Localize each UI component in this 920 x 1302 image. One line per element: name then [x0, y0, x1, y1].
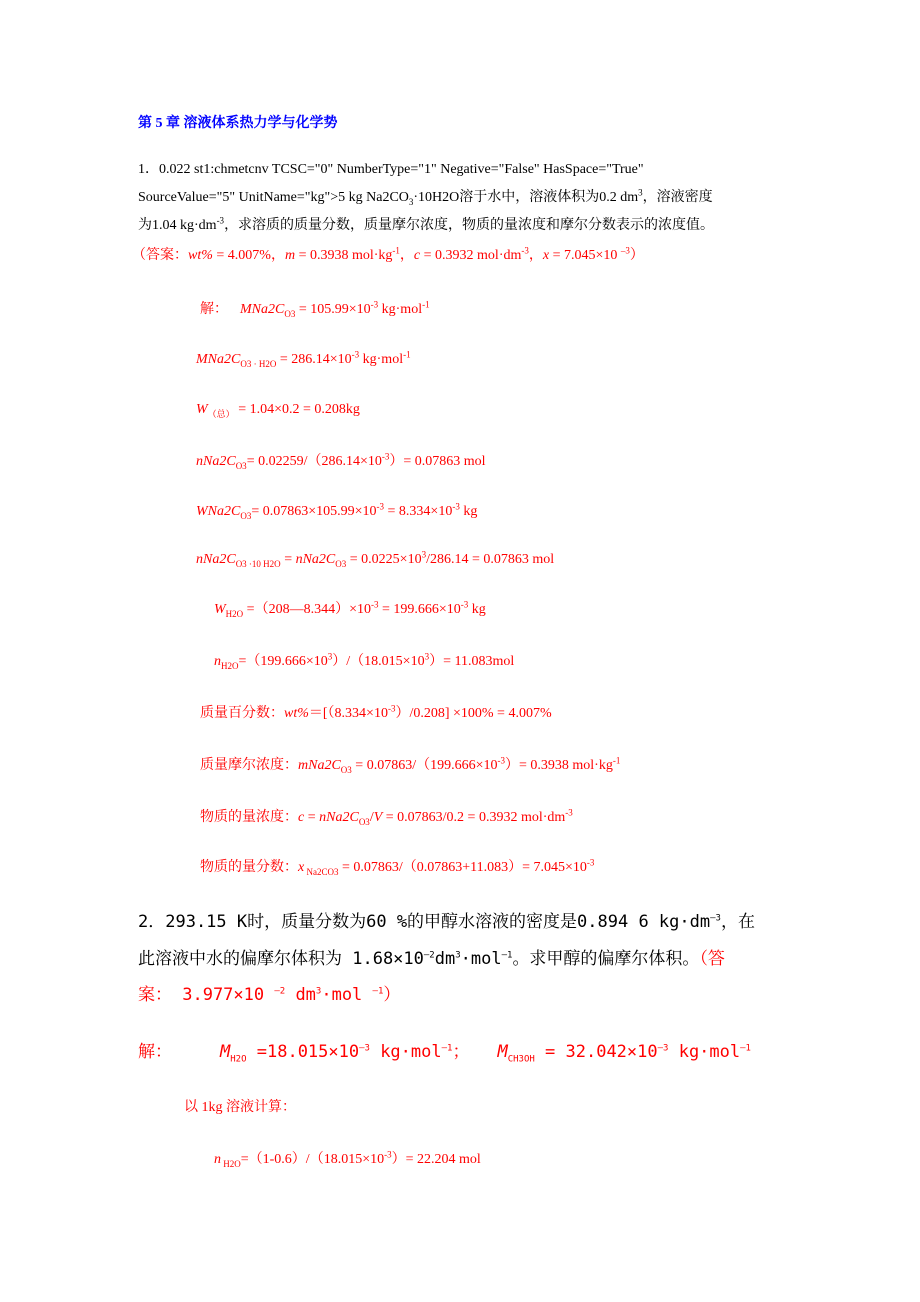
- q1-line-1: 1．0.022 st1:chmetcnv TCSC="0" NumberType="1" Negative="False" HasSpace="True": [138, 162, 644, 177]
- q1-line-2: SourceValue="5" UnitName="kg">5 kg $Na2CO_3\cdot 10H2O$溶于水中，溶液体积为0.2 $dm^3$，溶液密度: [138, 187, 713, 207]
- q1-answer: （答案：wt% = 4.007%，m = 0.3938 $mol\cdot kg^{-1}$，c = 0.3932 $mol\cdot dm^{-3}$，x = 7.045×10 $^{-3}$）: [132, 245, 644, 263]
- q1-sol-step-3: $W_{(总)} = 1.04\times 0.2 = 0.208kg$: [196, 402, 360, 419]
- q1-sol-step-7: $W_{H2O}$ $=(208—8.344)\times 10^{-3} = 199.666\times 10^{-3}$ kg: [214, 599, 486, 619]
- q1-sol-mole-fraction: 物质的量分数：x $_{Na2CO3} = 0.07863/(0.07863+11.083)= 7.045\times 10^{-3}$: [200, 857, 595, 877]
- q2-sol-n-h2o: n $_{H2O}=(1-0.6)/(18.015\times 10^{-3})= 22.204$ mol: [214, 1149, 481, 1169]
- q2-sol-basis: 以 1kg 溶液计算：: [184, 1100, 296, 1115]
- q1-sol-molality: 质量摩尔浓度：$mNa2C_{O3} = 0.07863/(199.666\times 10^{-3})= 0.3938$ $mol\cdot kg^{-1}$: [200, 755, 621, 775]
- q1-sol-step-6: $nNa2C_{O3 \cdot 10 H2O} = nNa2C_{O3} = 0.0225\times 10^3/286.14 = 0.07863$ mol: [196, 549, 555, 569]
- q1-sol-step-1: 解： $MNa2C_{O3} = 105.99\times 10^{-3}$ kg·mol$^{-1}$: [200, 299, 430, 319]
- q2-line-1: 2．293.15 K时，质量分数为60 %的甲醇水溶液的密度是0.894 6 $kg\cdot dm^{-3}$，在: [138, 912, 755, 932]
- q1-sol-step-4: $nNa2C_{O3}= 0.02259/(286.14\times 10^{-3})= 0.07863$ mol: [196, 451, 486, 471]
- q1-sol-step-2: $MNa2C_{O3 \cdot H2O} = 286.14\times 10^{-3}$ kg·mol$^{-1}$: [196, 349, 411, 369]
- q1-sol-step-5: $WNa2C_{O3}= 0.07863\times 105.99\times 10^{-3} = 8.334\times 10^{-3}$ kg: [196, 501, 478, 521]
- q2-sol-molar-masses: 解： $M_{H2O} =18.015\times 10^{-3}$ kg·mol$^{-1}$； $M_{CH3OH} = 32.042\times 10^{-3}$ kg·mol$^{-1}$: [138, 1042, 751, 1065]
- q1-sol-step-8: $n_{H2O}=(199.666\times 10^3)/(18.015\times 10^3)= 11.083mol$: [214, 651, 515, 671]
- q2-line-2: 此溶液中水的偏摩尔体积为 $1.68\times 10^{-2}dm^3\cdot mol^{-1}$。求甲醇的偏摩尔体积。（答: [138, 949, 725, 969]
- chapter-title: 第 5 章 溶液体系热力学与化学势: [138, 116, 338, 131]
- q1-line-3: 为1.04 $kg\cdot dm^{-3}$，求溶质的质量分数，质量摩尔浓度，物质的量浓度和摩尔分数表示的浓度值。: [138, 215, 715, 233]
- q1-sol-molarity: 物质的量浓度：$c = nNa2C_{O3}/V = 0.07863/0.2 = 0.3932$ $mol\cdot dm^{-3}$: [200, 807, 573, 827]
- q2-answer: 案： 3.977×10 $^{-2}$ $dm^3\cdot mol$ $^{-1}$）: [138, 985, 401, 1005]
- q1-sol-mass-percent: 质量百分数：$wt\%=[(8.334\times 10^{-3})/0.208] \times 100\% = 4.007\%$: [200, 703, 552, 721]
